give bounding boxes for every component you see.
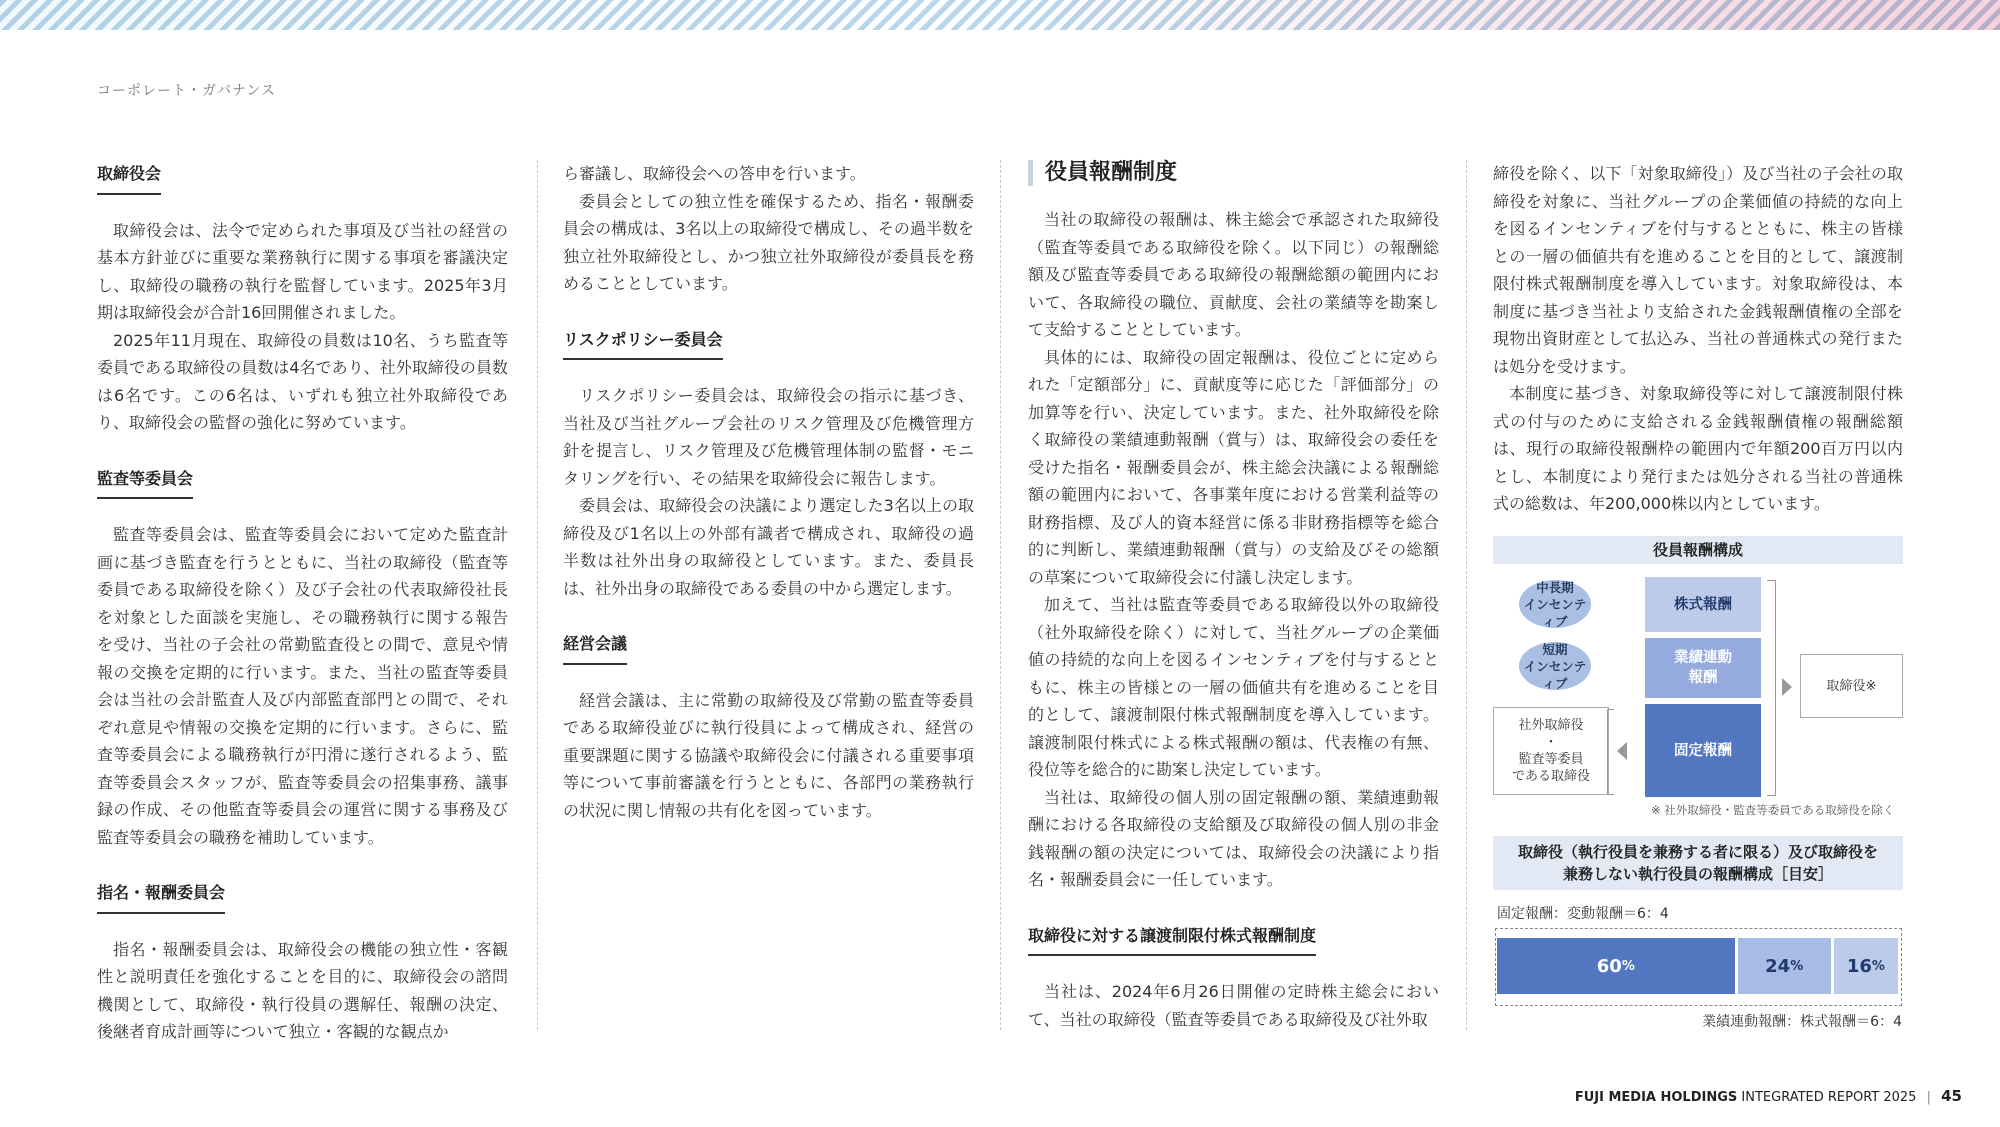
heading-nomination-committee: 指名・報酬委員会 [97,879,225,914]
paragraph: 当社は、取締役の個人別の固定報酬の額、業績連動報酬における各取締役の支給額及び取締役の個人別の非金銭報酬の額の決定については、取締役会の決議により指名・報酬委員会に一任しています。 [1028,787,1439,889]
column-4 [1493,160,1903,518]
ratio-bar-unit: % [1790,958,1804,974]
page-footer: FUJI MEDIA HOLDINGS INTEGRATED REPORT 2025 | 45 [1574,1087,1962,1105]
paragraph: 委員会としての独立性を確保するため、指名・報酬委員会の構成は、3名以上の取締役で構成し、その過半数を独立社外取締役とし、かつ独立社外取締役が委員長を務めることとしています。 [563,191,974,293]
paragraph: 具体的には、取締役の固定報酬は、役位ごとに定められた「定額部分」に、貢献度等に応じた「評価部分」の加算等を行い、決定しています。また、社外取締役を除く取締役の業績連動報酬（賞与）は、取締役会の委任を受けた指名・報酬委員会が、株主総会決議による報酬総額の範囲内において、各事業年度における営業利益等の財務指標、及び人的資本経営に係る非財務指標等を総合的に判断し、業績連動報酬（賞与）の支給及びその総額の草案について取締役会に付議し決定します。 [1028,347,1439,587]
ratio-bar-3 [1834,938,1898,994]
paragraph: 経営会議は、主に常勤の取締役及び常勤の監査等委員である取締役並びに執行役員によって構成され、経営の重要課題に関する協議や取締役会に付議される重要事項等について事前審議を行うとともに、各部門の業務執行の状況に関し情報の共有化を図っています。 [563,690,974,820]
paragraph: 取締役会は、法令で定められた事項及び当社の経営の基本方針並びに重要な業務執行に関する事項を審議決定し、取締役の職務の執行を監督しています。2025年3月期は取締役会が合計16回開催されました。 [97,220,508,322]
heading-audit-committee: 監査等委員会 [97,465,193,500]
box-directors [1800,654,1903,718]
paragraph: 委員会は、取締役会の決議により選定した3名以上の取締役及び1名以上の外部有識者で構成され、取締役の過半数は社外出身の取締役としています。また、委員長は、社外出身の取締役である委員の中から選定します。 [563,496,974,598]
circle-label: 短期 インセンティブ [1523,641,1587,691]
column-3 [1028,160,1439,1033]
circle-label: 中長期 インセンティブ [1523,579,1587,629]
ratio-label-top: 固定報酬：変動報酬＝6：4 [1497,906,1669,922]
bracket-right [1767,580,1776,796]
paragraph: 締役を除く、以下「対象取締役」）及び当社の子会社の取締役を対象に、当社グループの企業価値の持続的な向上を図るインセンティブを付与するとともに、株主の皆様との一層の価値共有を進めることを目的として、譲渡制限付株式報酬制度を導入しています。対象取締役は、本制度に基づき当社より支給された金銭報酬債権の全部を現物出資財産として払込み、当社の普通株式の発行または処分を受けます。 [1493,164,1903,376]
paragraph: リスクポリシー委員会は、取締役会の指示に基づき、当社及び当社グループ会社のリスク管理及び危機管理方針を提言し、リスク管理及び危機管理体制の監督・モニタリングを行い、その結果を取締役会に報告します。 [563,386,974,488]
box-label: 取締役※ [1826,678,1877,694]
paragraph: ら審議し、取締役会への答申を行います。 [563,164,866,183]
ratio-label-bottom: 業績連動報酬：株式報酬＝6：4 [1702,1014,1902,1030]
box-label: 業績連動 報酬 [1674,650,1732,686]
box-stock-compensation [1645,577,1761,632]
ratio-bar-value: 60 [1596,955,1622,977]
column-divider [1000,160,1001,1030]
arrow-left-icon [1617,742,1627,760]
footer-report: INTEGRATED REPORT 2025 [1741,1090,1917,1105]
box-label: 株式報酬 [1674,596,1732,613]
column-divider [537,160,538,1030]
section-title: 役員報酬制度 [1028,160,1439,186]
circle-long-term-incentive [1519,580,1591,628]
diagram-footnote: ※ 社外取締役・監査等委員である取締役を除く [1651,803,1895,817]
compensation-diagram [1493,536,1903,564]
heading-restricted-stock: 取締役に対する譲渡制限付株式報酬制度 [1028,922,1316,957]
paragraph: 指名・報酬委員会は、取締役会の機能の独立性・客観性と説明責任を強化することを目的に、取締役会の諮問機関として、取締役・執行役員の選解任、報酬の決定、後継者育成計画等について独立・客観的な観点か [97,939,508,1041]
box-fixed-compensation [1645,704,1761,797]
heading-board: 取締役会 [97,160,161,195]
bracket-left [1607,709,1614,795]
section-tag: コーポレート・ガバナンス [97,83,276,99]
paragraph: 加えて、当社は監査等委員である取締役以外の取締役（社外取締役を除く）に対して、当社グループの企業価値の持続的な向上を図るインセンティブを付与するとともに、株主の皆様との一層の価値共有を進めることを目的として、譲渡制限付株式報酬制度を導入しています。譲渡制限付株式による株式報酬の額は、代表権の有無、役位等を総合的に勘案し決定しています。 [1028,595,1439,779]
paragraph: 当社は、2024年6月26日開催の定時株主総会において、当社の取締役（監査等委員である取締役及び社外取 [1028,982,1439,1029]
column-2 [563,160,974,824]
diagram-title: 役員報酬構成 [1493,536,1903,564]
paragraph: 監査等委員会は、監査等委員会において定めた監査計画に基づき監査を行うとともに、当社の取締役（監査等委員である取締役を除く）及び子会社の代表取締役社長を対象とした面談を実施し、その職務執行に関する報告を受け、当社の子会社の常勤監査役との間で、意見や情報の交換を定期的に行います。また、当社の監査等委員会は当社の会計監査人及び内部監査部門との間で、それぞれ意見や情報の交換を定期的に行います。さらに、監査等委員会による職務執行が円滑に遂行されるよう、監査等委員会スタッフが、監査等委員会の招集事務、議事録の作成、その他監査等委員会の運営に関する事務及び監査等委員会の職務を補助しています。 [97,525,508,847]
column-divider [1466,160,1467,1030]
page-number: 45 [1941,1087,1962,1105]
ratio-bar-unit: % [1871,958,1885,974]
ratio-title-box [1493,836,1903,890]
ratio-bar-1 [1497,938,1735,994]
ratio-bar-2 [1738,938,1831,994]
box-performance-compensation [1645,638,1761,698]
ratio-bar-value: 16 [1846,955,1872,977]
ratio-bar-unit: % [1621,958,1635,974]
column-1 [97,160,508,1046]
heading-risk-policy: リスクポリシー委員会 [563,326,723,361]
heading-management-meeting: 経営会議 [563,630,627,665]
box-label: 固定報酬 [1674,742,1732,759]
paragraph: 本制度に基づき、対象取締役等に対して譲渡制限付株式の付与のために支給される金銭報酬債権の報酬総額は、現行の取締役報酬枠の範囲内で年額200百万円以内とし、本制度により発行または処分される当社の普通株式の総数は、年200,000株以内としています。 [1493,384,1903,513]
footer-company: FUJI MEDIA HOLDINGS [1574,1090,1738,1105]
circle-short-term-incentive [1519,642,1591,690]
decorative-stripe-band [0,0,2000,30]
ratio-bar-value: 24 [1765,955,1791,977]
arrow-right-icon [1782,678,1792,696]
paragraph: 2025年11月現在、取締役の員数は10名、うち監査等委員である取締役の員数は4名であり、社外取締役の員数は6名です。この6名は、いずれも独立社外取締役であり、取締役会の監督の強化に努めています。 [97,330,508,432]
box-label: 社外取締役 ・ 監査等委員 である取締役 [1511,718,1590,784]
ratio-title: 取締役（執行役員を兼務する者に限る）及び取締役を 兼務しない執行役員の報酬構成［目安］ [1517,843,1878,883]
box-outside-directors [1493,707,1609,795]
paragraph: 当社の取締役の報酬は、株主総会で承認された取締役（監査等委員である取締役を除く。以下同じ）の報酬総額及び監査等委員である取締役の報酬総額の範囲内において、各取締役の職位、貢献度、会社の業績等を勘案して支給することとしています。 [1028,210,1439,339]
